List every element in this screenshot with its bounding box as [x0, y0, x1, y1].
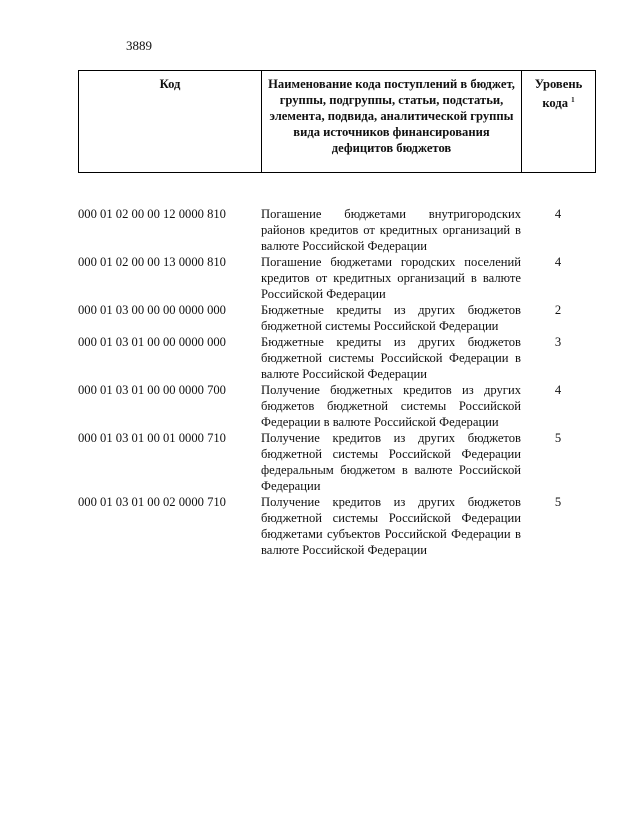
classification-table — [78, 206, 595, 558]
row-code: 000 01 03 01 00 02 0000 710 — [78, 495, 226, 509]
row-code: 000 01 03 01 00 01 0000 710 — [78, 431, 226, 445]
table-row — [78, 302, 595, 334]
table-row — [78, 382, 595, 430]
header-level-label: Уровень кода — [534, 77, 583, 111]
header-level — [522, 71, 596, 173]
row-name: Погашение бюджетами городских поселений кредитов от кредитных организаций в валюте Российской Федерации — [261, 255, 521, 301]
table-row — [78, 430, 595, 494]
row-level: 5 — [554, 431, 562, 445]
row-name: Получение кредитов из других бюджетов бюджетной системы Российской Федерации бюджетами субъектов Российской Федерации в валюте Российской Федерации — [261, 495, 521, 557]
row-name: Бюджетные кредиты из других бюджетов бюджетной системы Российской Федерации в валюте Российской Федерации — [261, 335, 521, 381]
row-level: 2 — [554, 303, 562, 317]
row-level: 4 — [554, 207, 562, 221]
table-row — [78, 206, 595, 254]
footnote-marker: 1 — [571, 96, 575, 104]
row-name: Бюджетные кредиты из других бюджетов бюджетной системы Российской Федерации — [261, 303, 521, 333]
row-level: 3 — [554, 335, 562, 349]
row-level: 5 — [554, 495, 562, 509]
row-level: 4 — [554, 383, 562, 397]
table-row — [78, 494, 595, 558]
row-level: 4 — [554, 255, 562, 269]
header-name: Наименование кода поступлений в бюджет, группы, подгруппы, статьи, подстатьи, элемента, подвида, аналитической группы вида источников финансирования дефицитов бюджетов — [262, 71, 522, 173]
header-code: Код — [79, 71, 262, 173]
row-code: 000 01 03 00 00 00 0000 000 — [78, 303, 226, 317]
table-row — [78, 334, 595, 382]
row-code: 000 01 02 00 00 12 0000 810 — [78, 207, 226, 221]
row-name: Погашение бюджетами внутригородских районов кредитов от кредитных организаций в валюте Российской Федерации — [261, 207, 521, 253]
row-code: 000 01 03 01 00 00 0000 000 — [78, 335, 226, 349]
table-header — [78, 70, 596, 173]
row-name: Получение кредитов из других бюджетов бюджетной системы Российской Федерации федеральным бюджетом в валюте Российской Федерации — [261, 431, 521, 493]
row-name: Получение бюджетных кредитов из других бюджетов бюджетной системы Российской Федерации в валюте Российской Федерации — [261, 383, 521, 429]
page-number: 3889 — [126, 38, 152, 53]
row-code: 000 01 02 00 00 13 0000 810 — [78, 255, 226, 269]
table-row — [78, 254, 595, 302]
row-code: 000 01 03 01 00 00 0000 700 — [78, 383, 226, 397]
